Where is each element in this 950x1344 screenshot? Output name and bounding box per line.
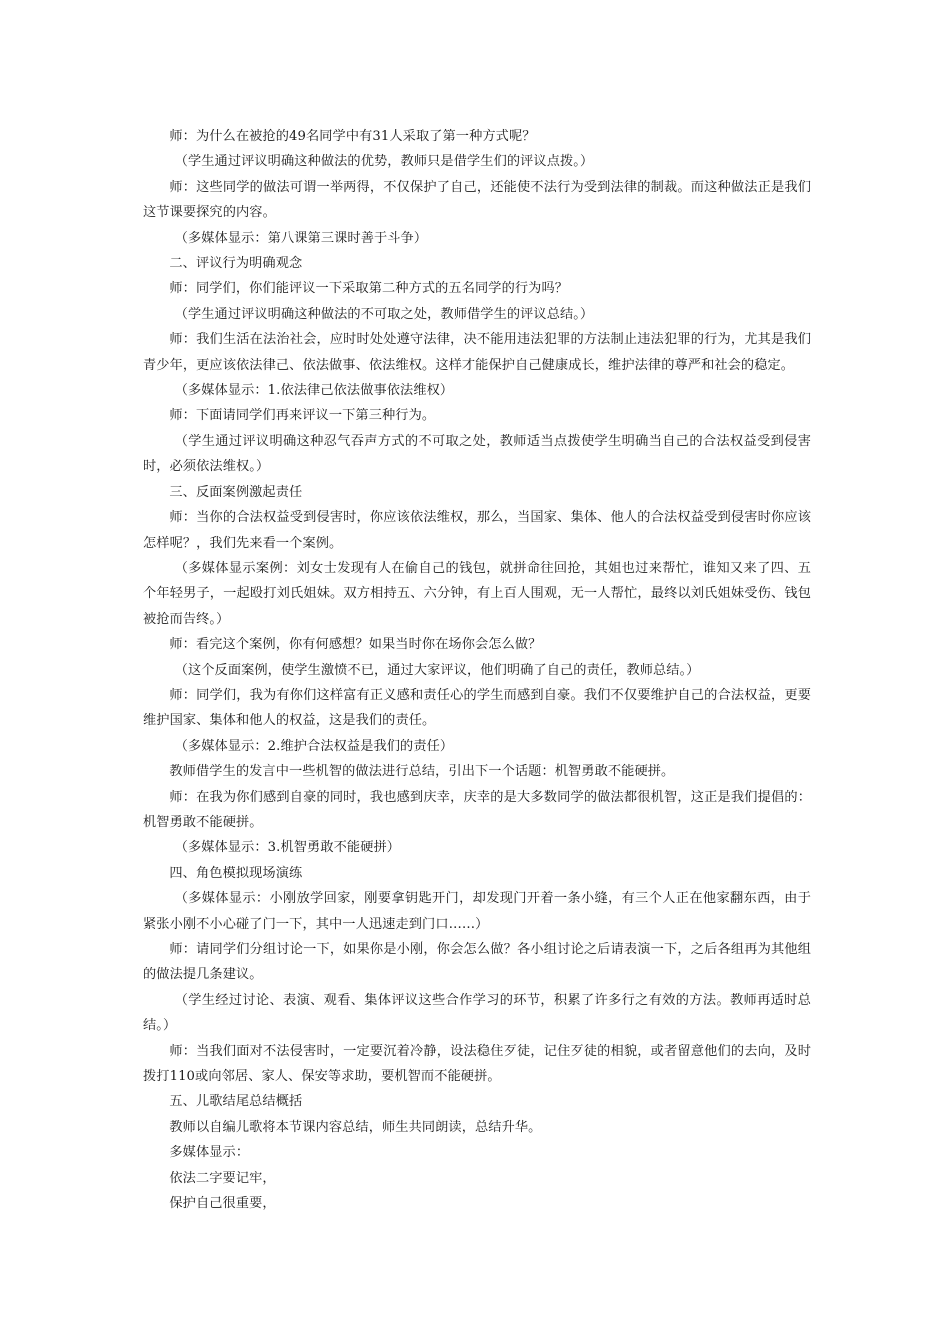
section-heading: 四、角色模拟现场演练 (169, 865, 303, 881)
paragraph: 师：我们生活在法治社会，应时时处处遵守法律，决不能用违法犯罪的方法制止违法犯罪的行为，尤其是我们青少年，更应该依法律己、依法做事、依法维权。这样才能保护自己健康成长，维护法律的尊严和社会的稳定。 (143, 332, 811, 373)
paragraph: 师：当你的合法权益受到侵害时，你应该依法维权，那么，当国家、集体、他人的合法权益受到侵害时你应该怎样呢？，我们先来看一个案例。 (143, 510, 811, 551)
verse-line: 保护自己很重要， (169, 1196, 276, 1212)
paragraph: （学生通过评议明确这种做法的不可取之处，教师借学生的评议总结。） (174, 306, 594, 322)
paragraph: （这个反面案例，使学生激愤不已，通过大家评议，他们明确了自己的责任，教师总结。） (174, 662, 700, 678)
paragraph: （学生经过讨论、表演、观看、集体评议这些合作学习的环节，积累了许多行之有效的方法。教师再适时总结。） (143, 992, 811, 1034)
paragraph: 师：请同学们分组讨论一下，如果你是小刚，你会怎么做？各小组讨论之后请表演一下，之后各组再为其他组的做法提几条建议。 (143, 942, 811, 983)
section-heading: 五、儿歌结尾总结概括 (169, 1094, 303, 1110)
paragraph: 师：为什么在被抢的49名同学中有31人采取了第一种方式呢？ (169, 129, 536, 144)
paragraph: （多媒体显示：1.依法律己依法做事依法维权） (174, 383, 454, 399)
paragraph: （多媒体显示：3.机智勇敢不能硬拼） (174, 840, 401, 856)
paragraph: 师：当我们面对不法侵害时，一定要沉着冷静，设法稳住歹徒，记住歹徒的相貌，或者留意他们的去向，及时拨打110或向邻居、家人、保安等求助，要机智而不能硬拼。 (143, 1043, 811, 1085)
paragraph: 教师以自编儿歌将本节课内容总结，师生共同朗读，总结升华。 (169, 1119, 542, 1135)
paragraph: （多媒体显示：小刚放学回家，刚要拿钥匙开门，却发现门开着一条小缝，有三个人正在他家翻东西，由于紧张小刚不小心碰了门一下，其中一人迅速走到门口……） (143, 891, 811, 932)
paragraph: （多媒体显示：第八课第三课时善于斗争） (174, 230, 428, 246)
paragraph: （多媒体显示案例：刘女士发现有人在偷自己的钱包，就拼命往回抢，其姐也过来帮忙，谁知又来了四、五个年轻男子，一起殴打刘氏姐妹。双方相持五、六分钟，有上百人围观，无一人帮忙，最终以刘氏姐妹受伤、钱包被抢而告终。） (143, 560, 811, 627)
paragraph: 师：同学们，你们能评议一下采取第二种方式的五名同学的行为吗？ (169, 281, 569, 297)
paragraph: 师：同学们，我为有你们这样富有正义感和责任心的学生而感到自豪。我们不仅要维护自己的合法权益，更要维护国家、集体和他人的权益，这是我们的责任。 (143, 687, 811, 729)
paragraph: 多媒体显示： (169, 1145, 250, 1161)
paragraph: 师：看完这个案例，你有何感想？如果当时你在场你会怎么做？ (169, 637, 542, 653)
paragraph: （学生通过评议明确这种忍气吞声方式的不可取之处，教师适当点拨使学生明确当自己的合法权益受到侵害时，必须依法维权。） (143, 433, 811, 475)
paragraph: （多媒体显示：2.维护合法权益是我们的责任） (174, 738, 454, 754)
document-page (143, 124, 811, 1216)
paragraph: （学生通过评议明确这种做法的优势，教师只是借学生们的评议点拨。） (174, 154, 594, 170)
section-heading: 二、评议行为明确观念 (169, 256, 303, 272)
paragraph: 教师借学生的发言中一些机智的做法进行总结，引出下一个话题：机智勇敢不能硬拼。 (169, 764, 675, 780)
section-heading: 三、反面案例激起责任 (169, 484, 303, 500)
paragraph: 师：这些同学的做法可谓一举两得，不仅保护了自己，还能使不法行为受到法律的制裁。而这种做法正是我们这节课要探究的内容。 (143, 179, 811, 221)
verse-line: 依法二字要记牢， (169, 1170, 276, 1186)
paragraph: 师：下面请同学们再来评议一下第三种行为。 (169, 408, 436, 424)
paragraph: 师：在我为你们感到自豪的同时，我也感到庆幸，庆幸的是大多数同学的做法都很机智，这正是我们提倡的：机智勇敢不能硬拼。 (143, 789, 811, 830)
